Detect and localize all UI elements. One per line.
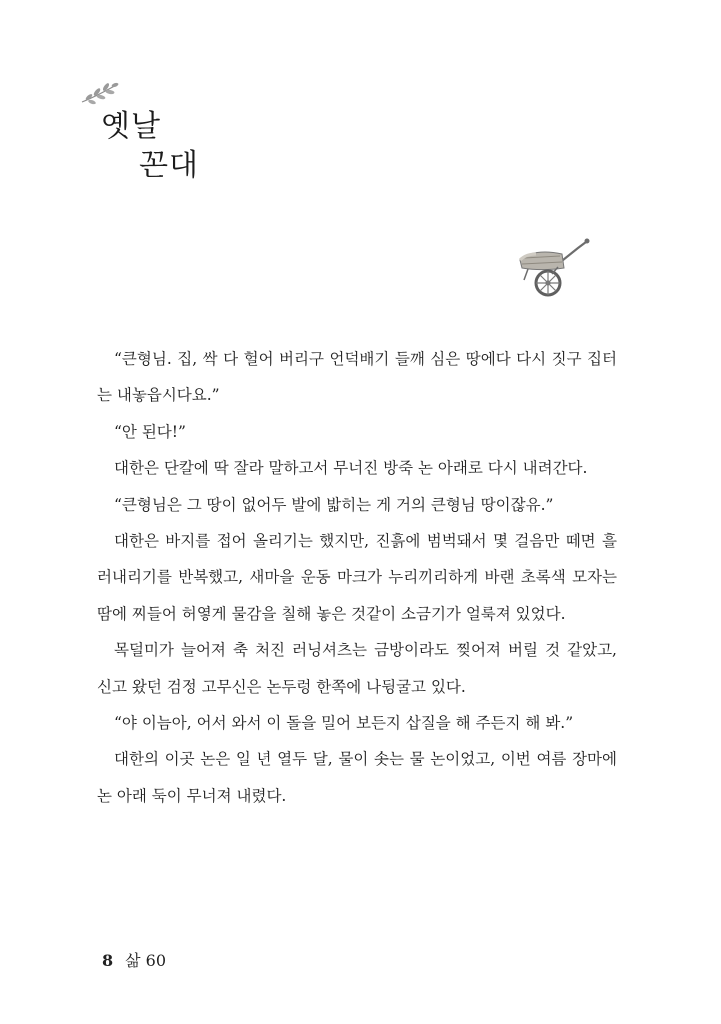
paragraph: 대한은 단칼에 딱 잘라 말하고서 무너진 방죽 논 아래로 다시 내려간다. <box>114 459 588 478</box>
page-title-line-1: 옛날 <box>101 109 161 144</box>
paragraph: “야 이늠아, 어서 와서 이 돌을 밀어 보든지 삽질을 해 주든지 해 봐.” <box>114 714 574 733</box>
paragraph: 목덜미가 늘어져 축 처진 러닝셔츠는 금방이라도 찢어져 버릴 것 같았고, 신고 왔던 검정 고무신은 논두렁 한쪽에 나뒹굴고 있다. <box>97 641 617 696</box>
body-text <box>97 341 617 814</box>
paragraph: 대한은 바지를 접어 올리기는 했지만, 진흙에 범벅돼서 몇 걸음만 떼면 흘러내리기를 반복했고, 새마을 운동 마크가 누리끼리하게 바랜 초록색 모자는 땀에 찌들어 허옇게 물감을 칠해 놓은 것같이 소금기가 얼룩져 있었다. <box>97 532 617 623</box>
wheelbarrow-icon <box>514 234 594 298</box>
book-title: 삶 60 <box>125 951 167 970</box>
leaf-sprig-icon <box>80 80 120 106</box>
page-footer <box>102 948 166 971</box>
paragraph: “안 된다!” <box>114 422 186 441</box>
paragraph: “큰형님은 그 땅이 없어두 발에 밟히는 게 거의 큰형님 땅이잖유.” <box>114 495 554 514</box>
page-title-line-2: 꼰대 <box>139 148 199 183</box>
paragraph: 대한의 이곳 논은 일 년 열두 달, 물이 솟는 물 논이었고, 이번 여름 장마에 논 아래 둑이 무너져 내렸다. <box>97 750 617 805</box>
page-number: 8 <box>102 951 114 970</box>
paragraph: “큰형님. 집, 싹 다 헐어 버리구 언덕배기 들깨 심은 땅에다 다시 짓구 집터는 내놓읍시다요.” <box>97 350 617 405</box>
